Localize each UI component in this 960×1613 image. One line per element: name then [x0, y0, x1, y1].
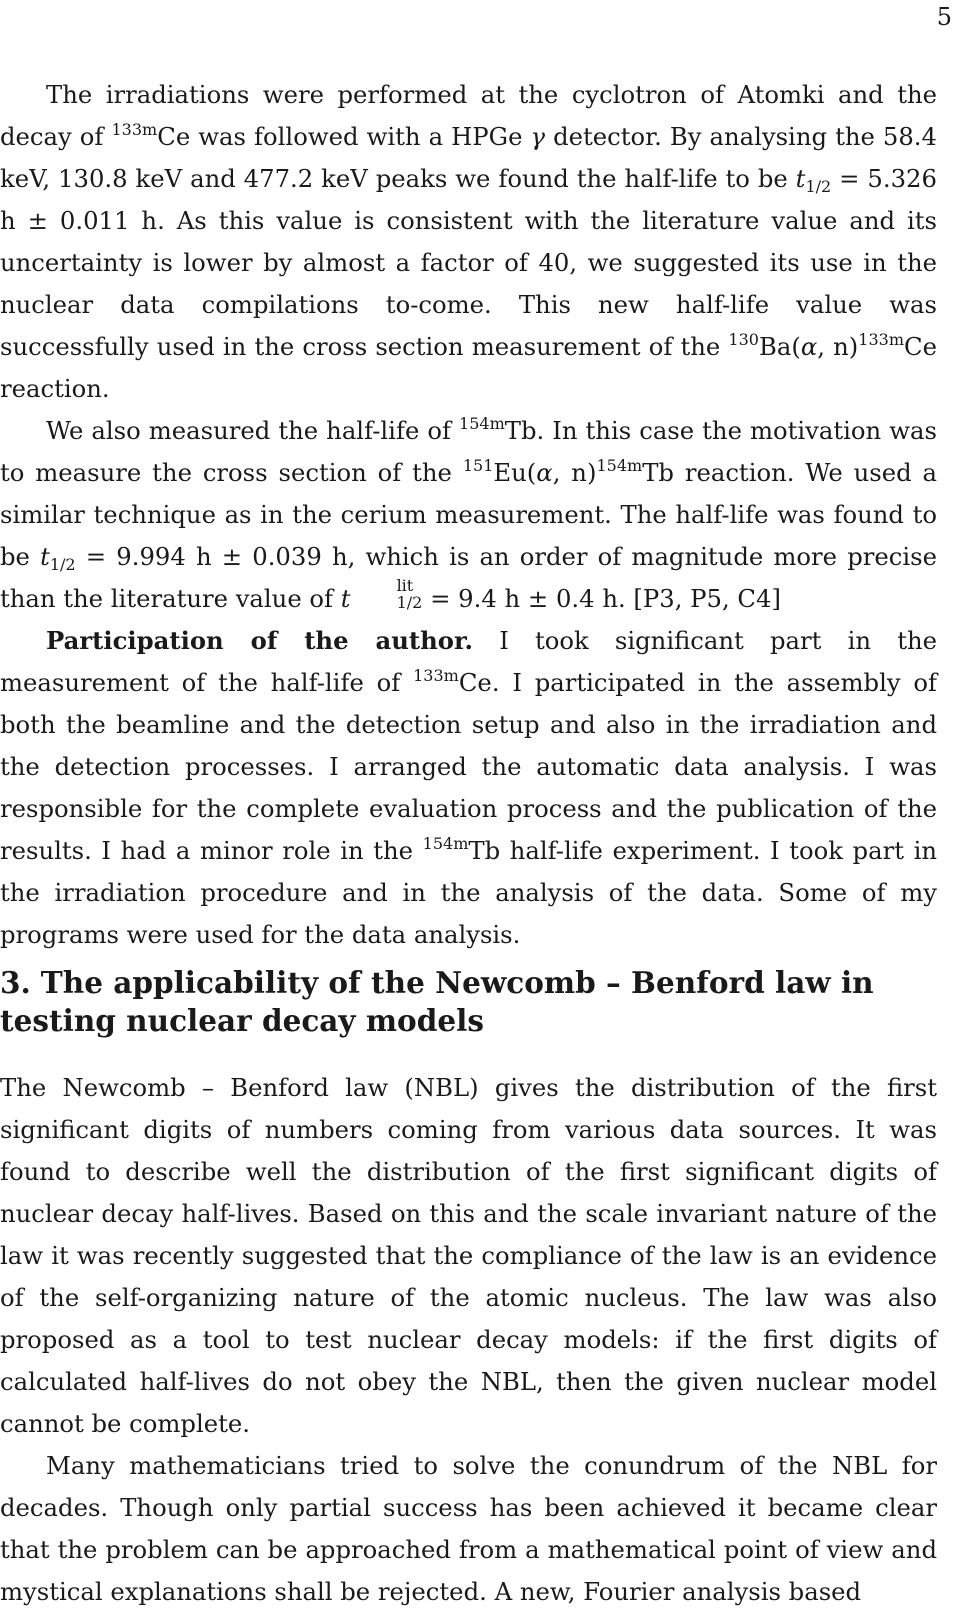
- section-number: 3.: [0, 965, 31, 1000]
- paragraph-terbium-half-life: We also measured the half-life of $^{154m}$Tb. In this case the motivation was to measure the cross section of the $^{151}$Eu(α, n)$^{154m}$Tb reaction. We used a similar technique as in the cerium measurement. The half-life was found to be $t_{1/2} = 9.994$ h ± 0.039 h, which is an order of magnitude more precise than the literature value of t lit 1/2 = 9.4 h ± 0.4 h. [P3, P5, C4]: [0, 414, 937, 613]
- page-number: 5: [936, 3, 952, 31]
- section-heading: [0, 964, 937, 1040]
- paragraph-nbl-mathematics: Many mathematicians tried to solve the conundrum of the NBL for decades. Though only partial success has been achieved it became clear that the problem can be approached from a mathematical point of view and mystical explanations shall be rejected. A new, Fourier analysis based: [0, 1451, 937, 1606]
- paragraph-cerium-half-life: The irradiations were performed at the cyclotron of Atomki and the decay of $^{133m}$Ce was followed with a HPGe γ detector. By analysing the 58.4 keV, 130.8 keV and 477.2 keV peaks we found the half-life to be $t_{1/2} = 5.326$ h ± 0.011 h. As this value is consistent with the literature value and its uncertainty is lower by almost a factor of 40, we suggested its use in the nuclear data compilations to-come. This new half-life value was successfully used in the cross section measurement of the $^{130}$Ba(α, n)$^{133m}$Ce reaction.: [0, 80, 937, 403]
- paragraph-nbl-intro: The Newcomb – Benford law (NBL) gives the distribution of the first significant digits of numbers coming from various data sources. It was found to describe well the distribution of the first significant digits of nuclear decay half-lives. Based on this and the scale invariant nature of the law it was recently suggested that the compliance of the law is an evidence of the self-organizing nature of the atomic nucleus. The law was also proposed as a tool to test nuclear decay models: if the first digits of calculated half-lives do not obey the NBL, then the given nuclear model cannot be complete.: [0, 1073, 937, 1438]
- participation-heading: Participation of the author.: [46, 626, 473, 655]
- paragraph-author-participation: Participation of the author. I took significant part in the measurement of the half-life of $^{133m}$Ce. I participated in the assembly of both the beamline and the detection setup and also in the irradiation and the detection processes. I arranged the automatic data analysis. I was responsible for the complete evaluation process and the publication of the results. I had a minor role in the $^{154m}$Tb half-life experiment. I took part in the irradiation procedure and in the analysis of the data. Some of my programs were used for the data analysis.: [0, 626, 937, 949]
- body-text-lower: [0, 1067, 937, 1613]
- section-title: The applicability of the Newcomb – Benford law in testing nuclear decay models: [0, 965, 874, 1038]
- body-text-upper: [0, 74, 937, 956]
